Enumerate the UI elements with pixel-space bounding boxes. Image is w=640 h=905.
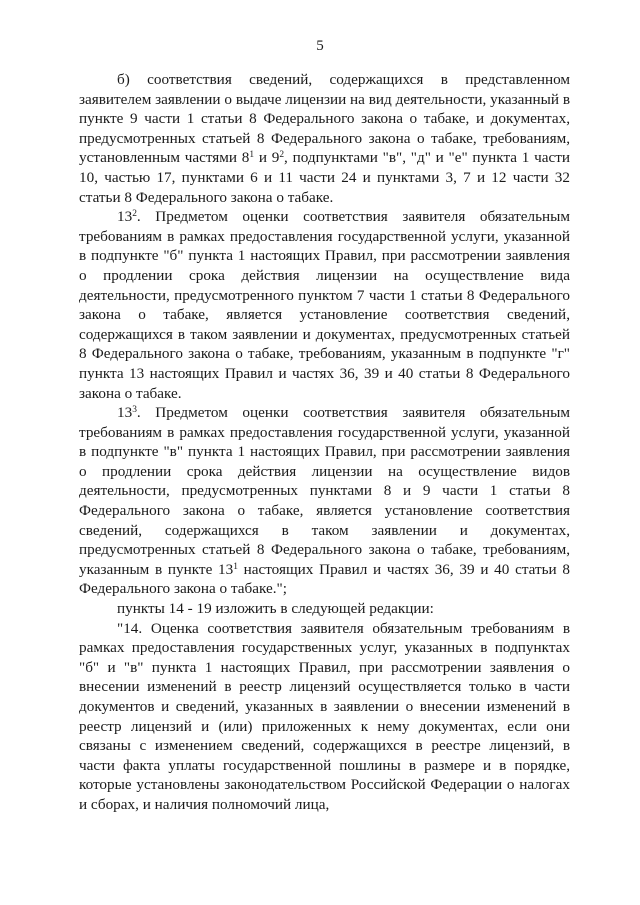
page-number: 5 <box>316 38 324 54</box>
paragraph <box>79 403 570 599</box>
paragraph <box>79 599 570 619</box>
superscript: 1 <box>233 561 238 572</box>
text-segment: б) соответствия сведений, содержащихся в представленном заявителем заявлении о выдаче лицензии на вид деятельности, указанный в пункте 9 части 1 статьи 8 Федерального закона о табаке, и документах, предусмотренных статьей 8 Федерального закона о табаке, требованиям, установленным частями 8 <box>79 71 570 167</box>
paragraph <box>79 70 570 207</box>
superscript: 3 <box>132 404 137 415</box>
text-segment: , подпунктами "в", "д" и "е" пункта 1 части 10, частью 17, пунктами 6 и 11 части 24 и пунктами 3, 7 и 12 части 32 статьи 8 Федерального закона о табаке. <box>79 149 571 206</box>
text-segment: "14. Оценка соответствия заявителя обязательным требованиям в рамках предоставления государственных услуг, указанных в подпунктах "б" и "в" пункта 1 настоящих Правил, при рассмотрении заявления о внесении изменений в реестр лицензий осуществляется только в части документов и сведений, указанных в заявлении о внесении изменений в реестр лицензий и (или) приложенных к нему документах, если они связаны с изменением сведений, содержащихся в реестре лицензий, в части факта уплаты государственной пошлины в размере и в порядке, которые установлены законодательством Российской Федерации о налогах и сборах, и наличия полномочий лица, <box>79 619 570 813</box>
superscript: 2 <box>279 150 285 161</box>
paragraph <box>79 207 570 403</box>
text-segment: . Предметом оценки соответствия заявителя обязательным требованиям в рамках предоставления государственной услуги, указанной в подпункте "б" пункта 1 настоящих Правил, при рассмотрении заявления о продлении срока действия лицензии на осуществление вида деятельности, предусмотренного пунктом 7 части 1 статьи 8 Федерального закона о табаке, является установление соответствия сведений, содержащихся в таком заявлении и документах, предусмотренных статьей 8 Федерального закона о табаке, требованиям, указанным в подпункте "г" пункта 13 настоящих Правил и частях 36, 39 и 40 статьи 8 Федерального закона о табаке. <box>79 208 570 402</box>
text-segment: настоящих Правил и частях 36, 39 и 40 статьи 8 Федерального закона о табаке."; <box>79 560 570 598</box>
text-segment: . Предметом оценки соответствия заявителя обязательным требованиям в рамках предоставления государственной услуги, указанной в подпункте "в" пункта 1 настоящих Правил, при рассмотрении заявления о продлении срока действия лицензии на осуществление видов деятельности, предусмотренных пунктами 8 и 9 части 1 статьи 8 Федерального закона о табаке, является установление соответствия сведений, содержащихся в таком заявлении и документах, предусмотренных статьей 8 Федерального закона о табаке, требованиям, указанным в пункте 13 <box>79 404 570 578</box>
document-body <box>79 70 570 815</box>
text-segment: 13 <box>117 404 133 422</box>
superscript: 2 <box>132 208 137 219</box>
superscript: 1 <box>249 150 255 161</box>
text-segment: 13 <box>117 208 133 226</box>
paragraph <box>79 619 570 815</box>
text-segment: пункты 14 - 19 изложить в следующей редакции: <box>117 600 434 618</box>
text-segment: и 9 <box>254 149 280 167</box>
